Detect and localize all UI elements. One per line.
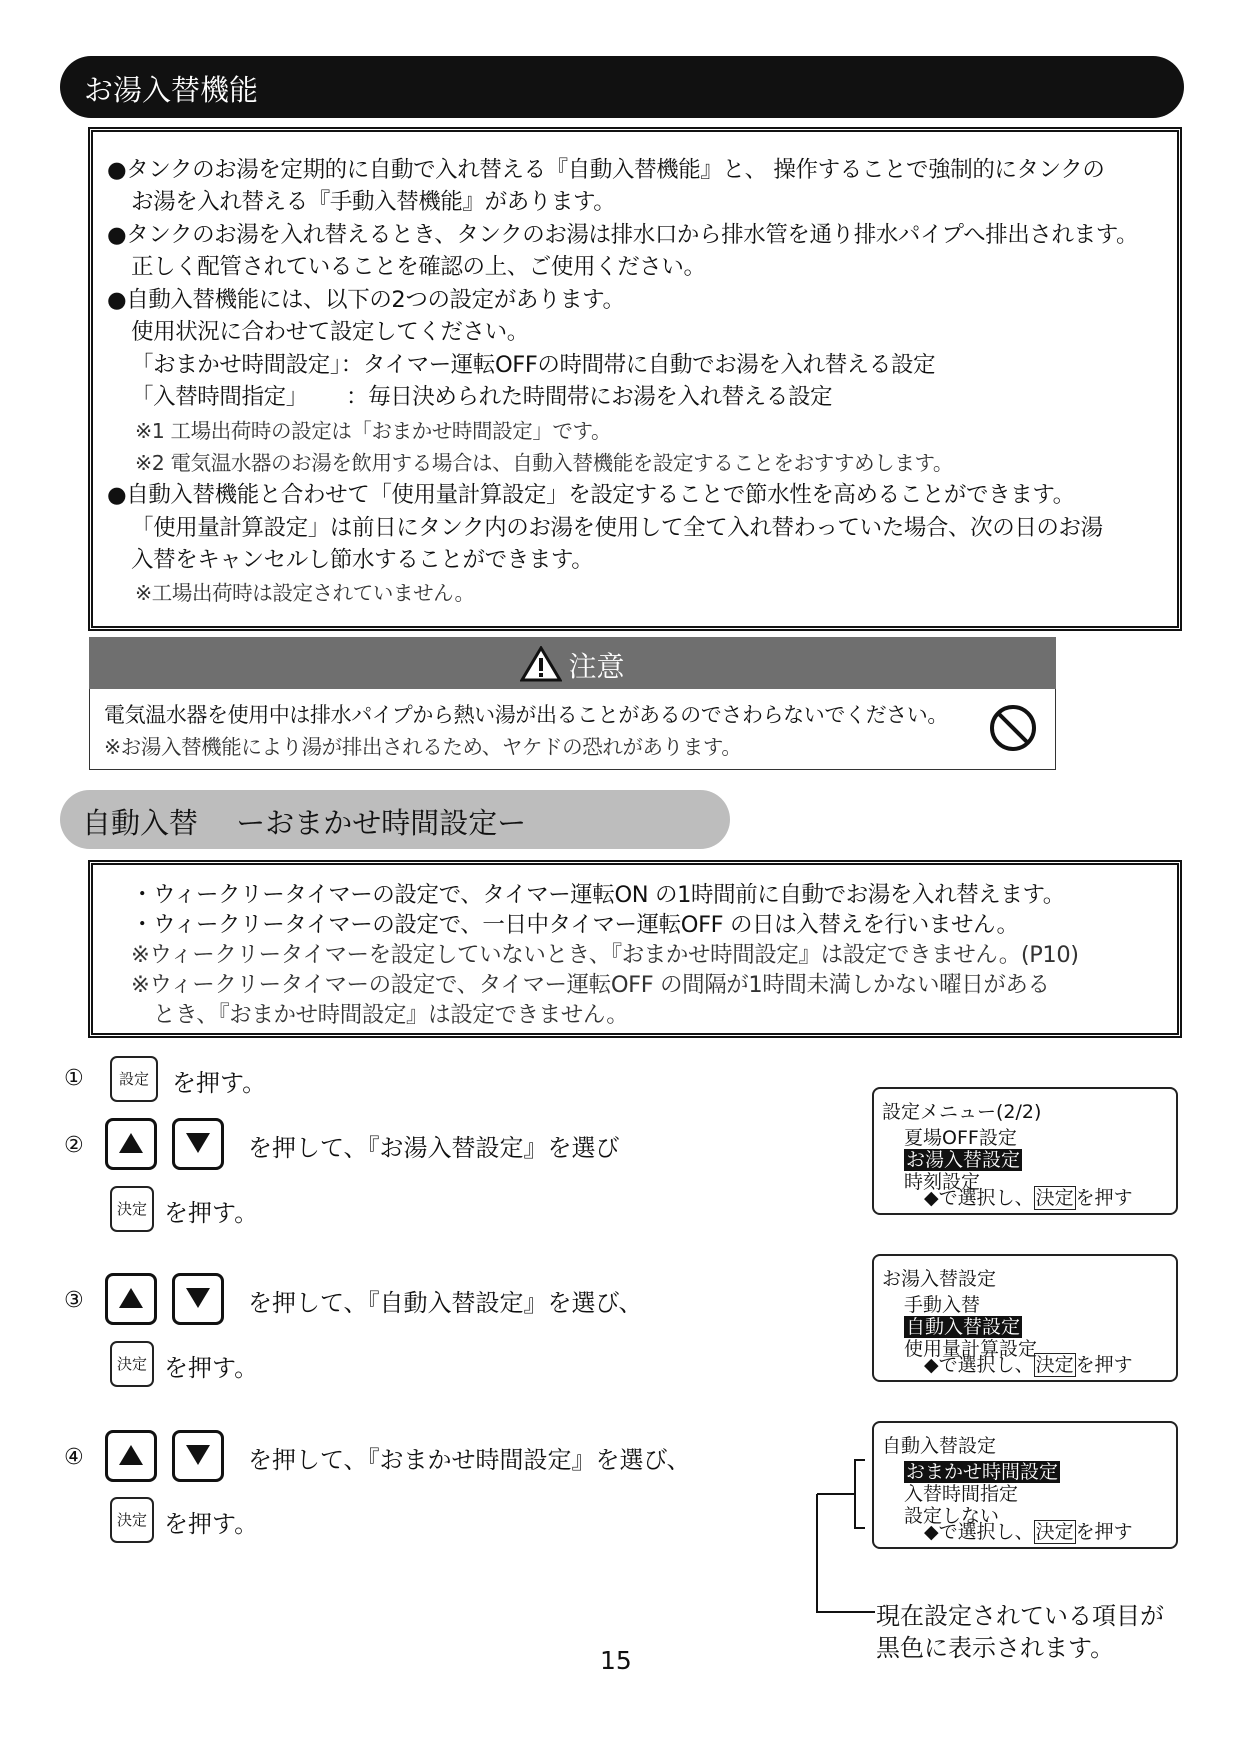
intro-line: 「おまかせ時間設定」：タイマー運転OFFの時間帯に自動でお湯を入れ替える設定	[131, 352, 936, 378]
caution-text: 電気温水器を使用中は排水パイプから熱い湯が出ることがあるのでさわらないでください。	[104, 703, 948, 727]
intro-line: ：毎日決められた時間帯にお湯を入れ替える設定	[346, 384, 833, 410]
intro-line: 「使用量計算設定」は前日にタンク内のお湯を使用して全て入れ替わっていた場合、次の日のお湯	[131, 515, 1103, 541]
lcd-item: 夏場OFF設定	[904, 1127, 1017, 1149]
intro-note: ※1 工場出荷時の設定は「おまかせ時間設定」です。	[135, 419, 612, 443]
step-text: を押して、『おまかせ時間設定』を選び、	[248, 1446, 691, 1474]
updown-icon: ◆	[924, 1521, 939, 1543]
intro-line: 入替をキャンセルし節水することができます。	[131, 547, 594, 573]
lcd-item: 入替時間指定	[904, 1483, 1019, 1505]
intro-line: 「入替時間指定」	[131, 384, 308, 410]
intro-box	[88, 127, 1182, 631]
prohibited-icon	[988, 703, 1038, 753]
up-arrow-icon	[117, 1286, 145, 1310]
up-arrow-button[interactable]	[105, 1118, 157, 1170]
intro-line: ●自動入替機能には、以下の2つの設定があります。	[107, 287, 625, 313]
lcd-screen-auto-replace	[872, 1421, 1178, 1549]
intro-line: ●タンクのお湯を入れ替えるとき、タンクのお湯は排水口から排水管を通り排水パイプへ排出されます。	[107, 222, 1139, 248]
subsection-header	[60, 790, 730, 849]
up-arrow-button[interactable]	[105, 1273, 157, 1325]
intro-line: 使用状況に合わせて設定してください。	[131, 319, 529, 345]
lcd-item-selected: おまかせ時間設定	[906, 1461, 1059, 1483]
callout-text: 現在設定されている項目が	[876, 1602, 1164, 1630]
step-text: を押す。	[164, 1510, 259, 1538]
caution-body	[89, 689, 1056, 770]
lcd-title: 自動入替設定	[882, 1435, 997, 1457]
lcd-item: 時刻設定	[904, 1171, 981, 1193]
lcd-item-selected: 自動入替設定	[906, 1316, 1021, 1338]
info-note: ※ウィークリータイマーの設定で、タイマー運転OFF の間隔が1時間未満しかない曜日がある	[131, 972, 1050, 998]
callout-bracket	[805, 1452, 875, 1622]
step-text: を押して、『お湯入替設定』を選び	[248, 1134, 620, 1162]
confirm-key-button[interactable]: 決定	[110, 1497, 154, 1543]
info-line: ・ウィークリータイマーの設定で、一日中タイマー運転OFF の日は入替えを行いません。	[131, 912, 1019, 938]
down-arrow-icon	[184, 1286, 212, 1310]
down-arrow-icon	[184, 1131, 212, 1155]
section-header	[60, 56, 1184, 118]
callout-text: 黒色に表示されます。	[876, 1634, 1115, 1662]
updown-icon: ◆	[924, 1354, 939, 1376]
caution-note: ※お湯入替機能により湯が排出されるため、ヤケドの恐れがあります。	[104, 735, 742, 759]
step-text: を押す。	[164, 1354, 259, 1382]
confirm-key-button[interactable]: 決定	[110, 1341, 154, 1387]
lcd-item: 使用量計算設定	[904, 1338, 1038, 1360]
step-text: を押す。	[164, 1199, 259, 1227]
lcd-item-selected: お湯入替設定	[906, 1149, 1021, 1171]
lcd-screen-hot-water-replace	[872, 1254, 1178, 1382]
updown-icon: ◆	[924, 1187, 939, 1209]
step-number: ②	[64, 1133, 84, 1158]
down-arrow-button[interactable]	[172, 1273, 224, 1325]
intro-note: ※工場出荷時は設定されていません。	[135, 581, 475, 605]
intro-line: お湯を入れ替える『手動入替機能』があります。	[131, 189, 616, 215]
warning-icon	[520, 646, 562, 682]
lcd-title: 設定メニュー(2/2)	[882, 1101, 1042, 1123]
step-number: ③	[64, 1288, 84, 1313]
info-note: とき、『おまかせ時間設定』は設定できません。	[153, 1002, 629, 1028]
lcd-screen-settings-menu	[872, 1087, 1178, 1215]
step-text: を押す。	[172, 1069, 267, 1097]
caution-header	[89, 637, 1056, 689]
step-number: ④	[64, 1445, 84, 1470]
caution-title: 注意	[568, 650, 625, 683]
intro-line: ●自動入替機能と合わせて「使用量計算設定」を設定することで節水性を高めることができます。	[107, 482, 1075, 508]
down-arrow-icon	[184, 1443, 212, 1467]
section-title: お湯入替機能	[84, 73, 259, 107]
lcd-footer: ◆で選択し、 決定 を押す	[924, 1187, 1133, 1209]
up-arrow-icon	[117, 1131, 145, 1155]
step-text: を押して、『自動入替設定』を選び、	[248, 1289, 643, 1317]
lcd-item: 設定しない	[904, 1505, 1000, 1527]
info-box	[88, 860, 1182, 1038]
subsection-title: 自動入替 ーおまかせ時間設定ー	[82, 806, 527, 840]
up-arrow-button[interactable]	[105, 1430, 157, 1482]
down-arrow-button[interactable]	[172, 1430, 224, 1482]
settings-key-button[interactable]: 設定	[110, 1056, 158, 1102]
step-number: ①	[64, 1066, 84, 1091]
down-arrow-button[interactable]	[172, 1118, 224, 1170]
info-line: ・ウィークリータイマーの設定で、タイマー運転ON の1時間前に自動でお湯を入れ替えます。	[131, 882, 1065, 908]
lcd-item: 手動入替	[904, 1294, 981, 1316]
intro-note: ※2 電気温水器のお湯を飲用する場合は、自動入替機能を設定することをおすすめします。	[135, 451, 953, 475]
intro-line: ●タンクのお湯を定期的に自動で入れ替える『自動入替機能』と、 操作することで強制的にタンクの	[107, 157, 1105, 183]
lcd-footer: ◆で選択し、 決定 を押す	[924, 1354, 1133, 1376]
up-arrow-icon	[117, 1443, 145, 1467]
confirm-key-button[interactable]: 決定	[110, 1186, 154, 1232]
info-note: ※ウィークリータイマーを設定していないとき、『おまかせ時間設定』は設定できません。(P10)	[131, 942, 1079, 968]
lcd-footer: ◆で選択し、 決定 を押す	[924, 1521, 1133, 1543]
page-number: 15	[600, 1646, 632, 1675]
lcd-title: お湯入替設定	[882, 1268, 997, 1290]
intro-line: 正しく配管されていることを確認の上、ご使用ください。	[131, 254, 706, 280]
